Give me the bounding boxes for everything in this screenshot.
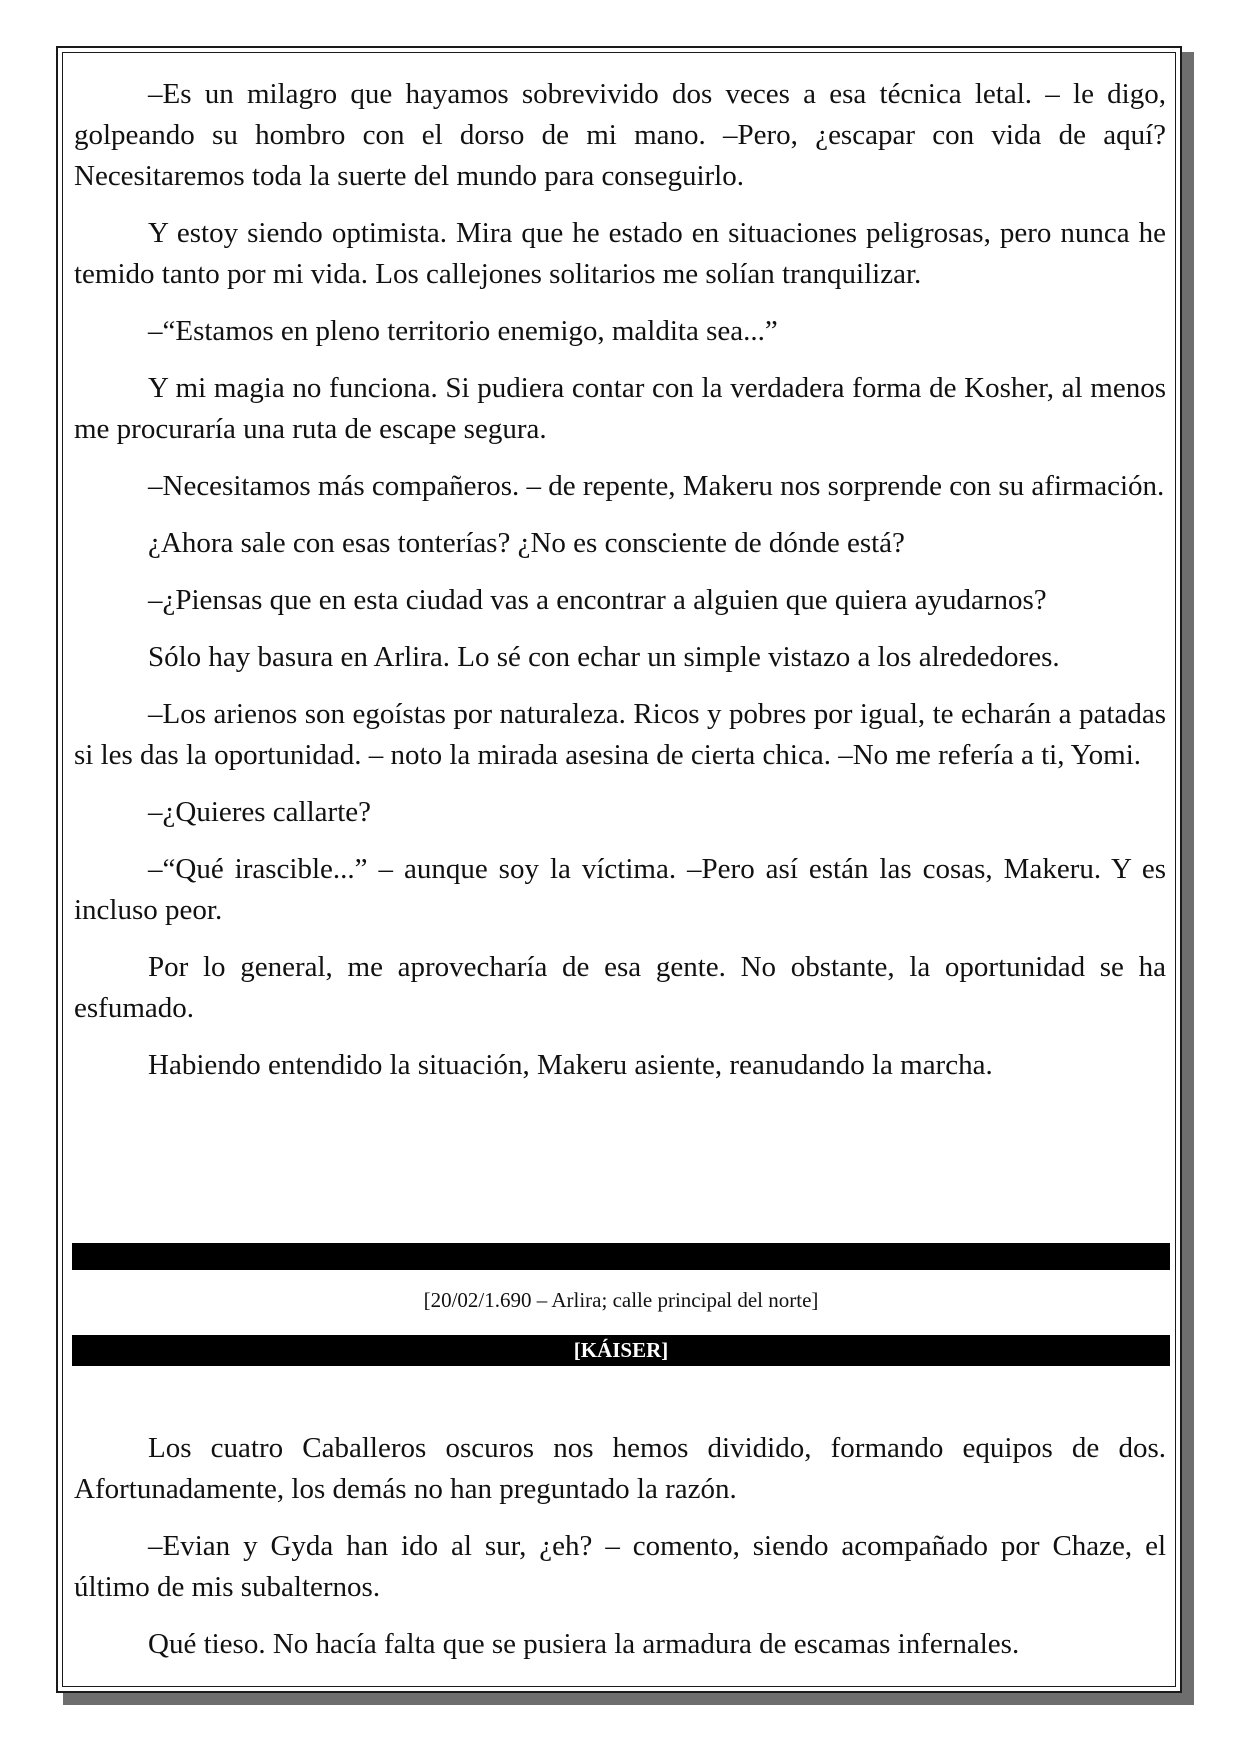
section-1-text [74,74,1166,1102]
paragraph: Por lo general, me aprovecharía de esa gente. No obstante, la oportunidad se ha esfumado. [74,951,1166,1024]
paragraph: –“Estamos en pleno territorio enemigo, maldita sea...” [148,315,778,347]
paragraph: Los cuatro Caballeros oscuros nos hemos dividido, formando equipos de dos. Afortunadamente, los demás no han preguntado la razón. [74,1432,1166,1505]
paragraph: Y estoy siendo optimista. Mira que he estado en situaciones peligrosas, pero nunca he temido tanto por mi vida. Los callejones solitarios me solían tranquilizar. [74,217,1166,290]
paragraph: Qué tieso. No hacía falta que se pusiera la armadura de escamas infernales. [148,1628,1020,1660]
scene-divider-bar [72,1243,1170,1270]
paragraph: –¿Piensas que en esta ciudad vas a encontrar a alguien que quiera ayudarnos? [148,584,1047,616]
paragraph: Y mi magia no funciona. Si pudiera contar con la verdadera forma de Kosher, al menos me procuraría una ruta de escape segura. [74,372,1166,445]
paragraph: Habiendo entendido la situación, Makeru asiente, reanudando la marcha. [148,1049,993,1081]
section-2-text [74,1428,1166,1681]
paragraph: –“Qué irascible...” – aunque soy la víctima. –Pero así están las cosas, Makeru. Y es incluso peor. [74,853,1166,926]
paragraph: –Necesitamos más compañeros. – de repente, Makeru nos sorprende con su afirmación. [148,470,1165,502]
scene-header: [20/02/1.690 – Arlira; calle principal del norte] [423,1288,819,1312]
paragraph: ¿Ahora sale con esas tonterías? ¿No es consciente de dónde está? [148,527,905,559]
paragraph: –Los arienos son egoístas por naturaleza. Ricos y pobres por igual, te echarán a patadas si les das la oportunidad. – noto la mirada asesina de cierta chica. –No me refería a ti, Yomi. [74,698,1166,771]
paragraph: Sólo hay basura en Arlira. Lo sé con echar un simple vistazo a los alrededores. [148,641,1060,673]
paragraph: –Es un milagro que hayamos sobrevivido dos veces a esa técnica letal. – le digo, golpeando su hombro con el dorso de mi mano. –Pero, ¿escapar con vida de aquí? Necesitaremos toda la suerte del mundo para conseguirlo. [74,78,1166,192]
pov-label-bar: [KÁISER] [72,1335,1170,1366]
paragraph: –¿Quieres callarte? [148,796,371,828]
paragraph: –Evian y Gyda han ido al sur, ¿eh? – comento, siendo acompañado por Chaze, el último de mis subalternos. [74,1530,1166,1603]
